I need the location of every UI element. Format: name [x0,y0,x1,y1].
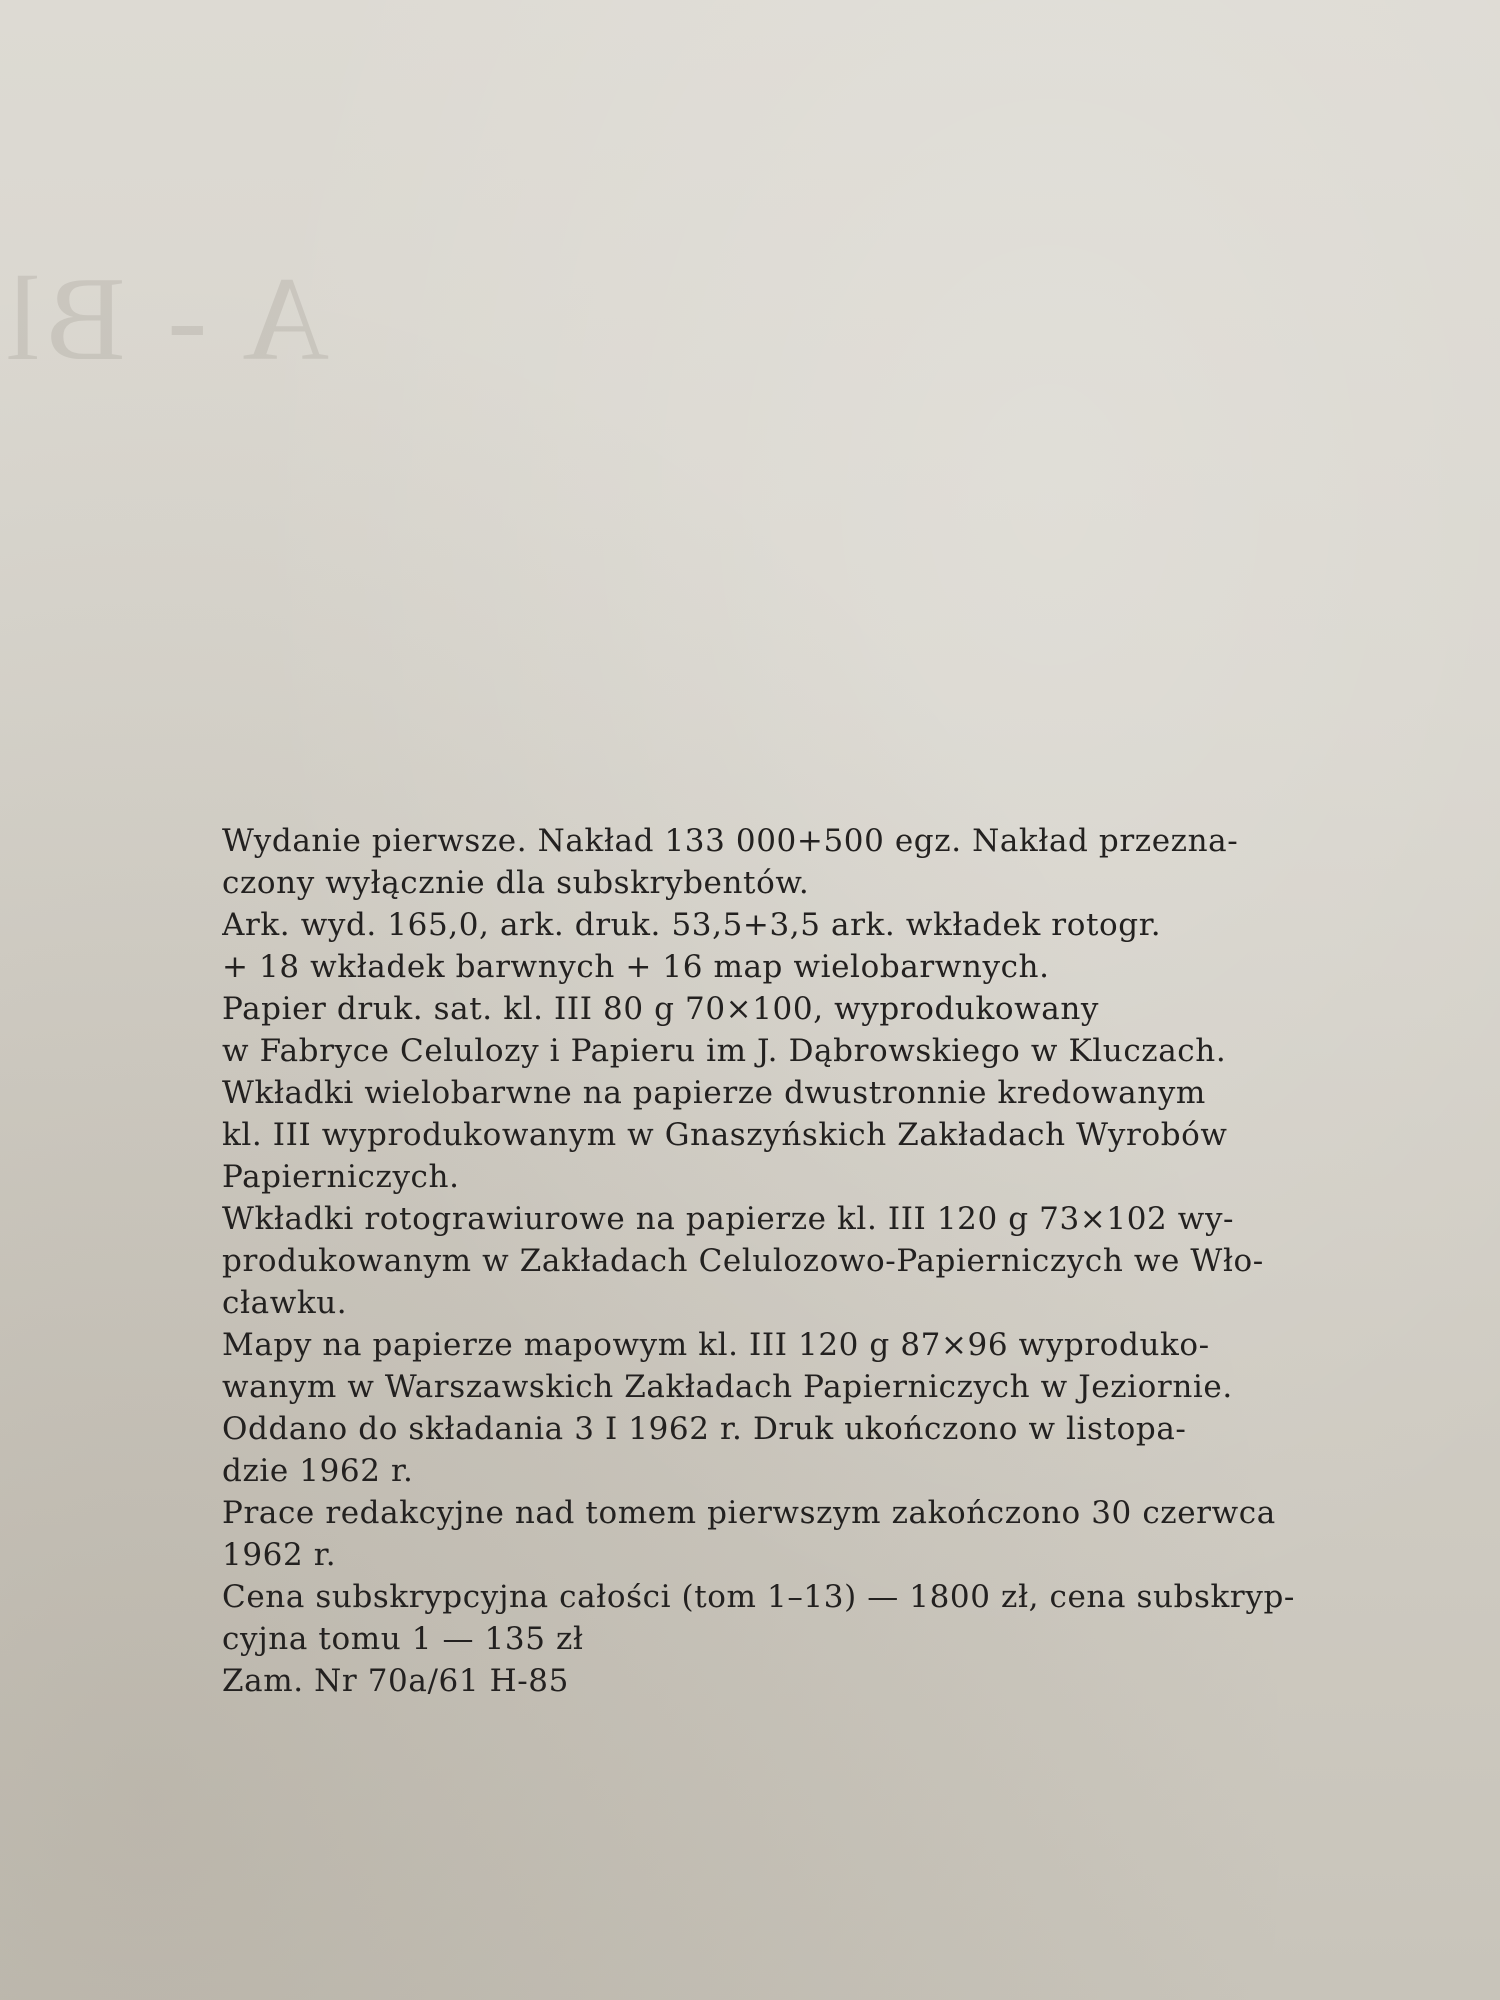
colophon-line: Papierniczych. [222,1159,460,1195]
colophon-line: kl. III wyprodukowanym w Gnaszyńskich Zakładach Wyrobów [222,1117,1228,1153]
colophon-block [222,820,1302,1702]
colophon-line: Zam. Nr 70a/61 H-85 [222,1663,569,1699]
colophon-line: dzie 1962 r. [222,1453,414,1489]
colophon-line: cyjna tomu 1 — 135 zł [222,1621,584,1657]
colophon-line: wanym w Warszawskich Zakładach Papierniczych w Jeziornie. [222,1369,1233,1405]
colophon-line: Wkładki wielobarwne na papierze dwustronnie kredowanym [222,1075,1206,1111]
colophon-line: + 18 wkładek barwnych + 16 map wielobarwnych. [222,949,1050,985]
colophon-line: Oddano do składania 3 I 1962 r. Druk ukończono w listopa- [222,1411,1187,1447]
colophon-line: Cena subskrypcyjna całości (tom 1–13) — 1800 zł, cena subskryp- [222,1579,1295,1615]
show-through-print: A - Bl [0,252,330,385]
colophon-line: w Fabryce Celulozy i Papieru im J. Dąbrowskiego w Kluczach. [222,1033,1227,1069]
colophon-line: czony wyłącznie dla subskrybentów. [222,865,810,901]
colophon-line: Mapy na papierze mapowym kl. III 120 g 87×96 wyproduko- [222,1327,1210,1363]
colophon-line: Wkładki rotograwiurowe na papierze kl. III 120 g 73×102 wy- [222,1201,1235,1237]
colophon-line: cławku. [222,1285,348,1321]
colophon-line: Ark. wyd. 165,0, ark. druk. 53,5+3,5 ark. wkładek rotogr. [222,907,1162,943]
colophon-line: Wydanie pierwsze. Nakład 133 000+500 egz. Nakład przezna- [222,823,1239,859]
colophon-line: Papier druk. sat. kl. III 80 g 70×100, wyprodukowany [222,991,1100,1027]
colophon-line: produkowanym w Zakładach Celulozowo-Papierniczych we Wło- [222,1243,1264,1279]
colophon-line: Prace redakcyjne nad tomem pierwszym zakończono 30 czerwca [222,1495,1276,1531]
colophon-line: 1962 r. [222,1537,337,1573]
